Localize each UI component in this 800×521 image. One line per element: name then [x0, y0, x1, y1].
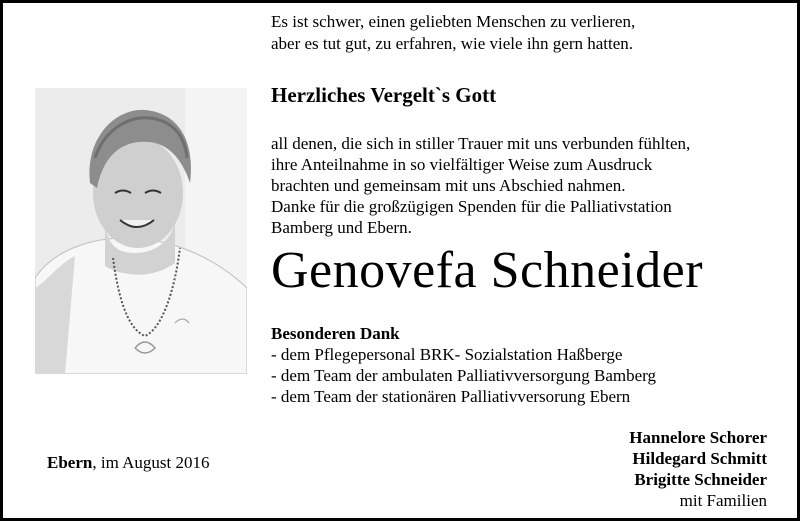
signer-name: Brigitte Schneider [634, 470, 767, 489]
heading-thanks: Herzliches Vergelt`s Gott [271, 83, 497, 107]
signer-name: Hildegard Schmitt [632, 449, 767, 468]
motto-line: Es ist schwer, einen geliebten Menschen zu verlieren, [271, 12, 636, 31]
special-thanks-item: - dem Pflegepersonal BRK- Sozialstation Haßberge [271, 345, 623, 364]
body-line: ihre Anteilnahme in so vielfältiger Weise zum Ausdruck [271, 155, 653, 174]
deceased-name: Genovefa Schneider [271, 242, 704, 299]
body-line: Danke für die großzügigen Spenden für die Palliativstation [271, 197, 672, 216]
body-line: brachten und gemeinsam mit uns Abschied nahmen. [271, 176, 626, 195]
body-line: all denen, die sich in stiller Trauer mit uns verbunden fühlten, [271, 134, 691, 153]
signer-suffix: mit Familien [679, 491, 767, 510]
body-line: Bamberg und Ebern. [271, 218, 412, 237]
place-date [47, 453, 209, 473]
special-thanks-item: - dem Team der ambulaten Palliativversorgung Bamberg [271, 366, 656, 385]
date: , im August 2016 [92, 453, 210, 472]
signers [629, 427, 767, 511]
special-thanks-item: - dem Team der stationären Palliativversorung Ebern [271, 387, 631, 406]
thank-you-text [271, 133, 690, 238]
place: Ebern [47, 453, 93, 472]
motto [271, 11, 635, 55]
special-thanks-title: Besonderen Dank [271, 324, 400, 343]
special-thanks [271, 323, 656, 407]
portrait-photo [35, 88, 247, 374]
signer-name: Hannelore Schorer [629, 428, 767, 447]
motto-line: aber es tut gut, zu erfahren, wie viele ihn gern hatten. [271, 34, 634, 53]
